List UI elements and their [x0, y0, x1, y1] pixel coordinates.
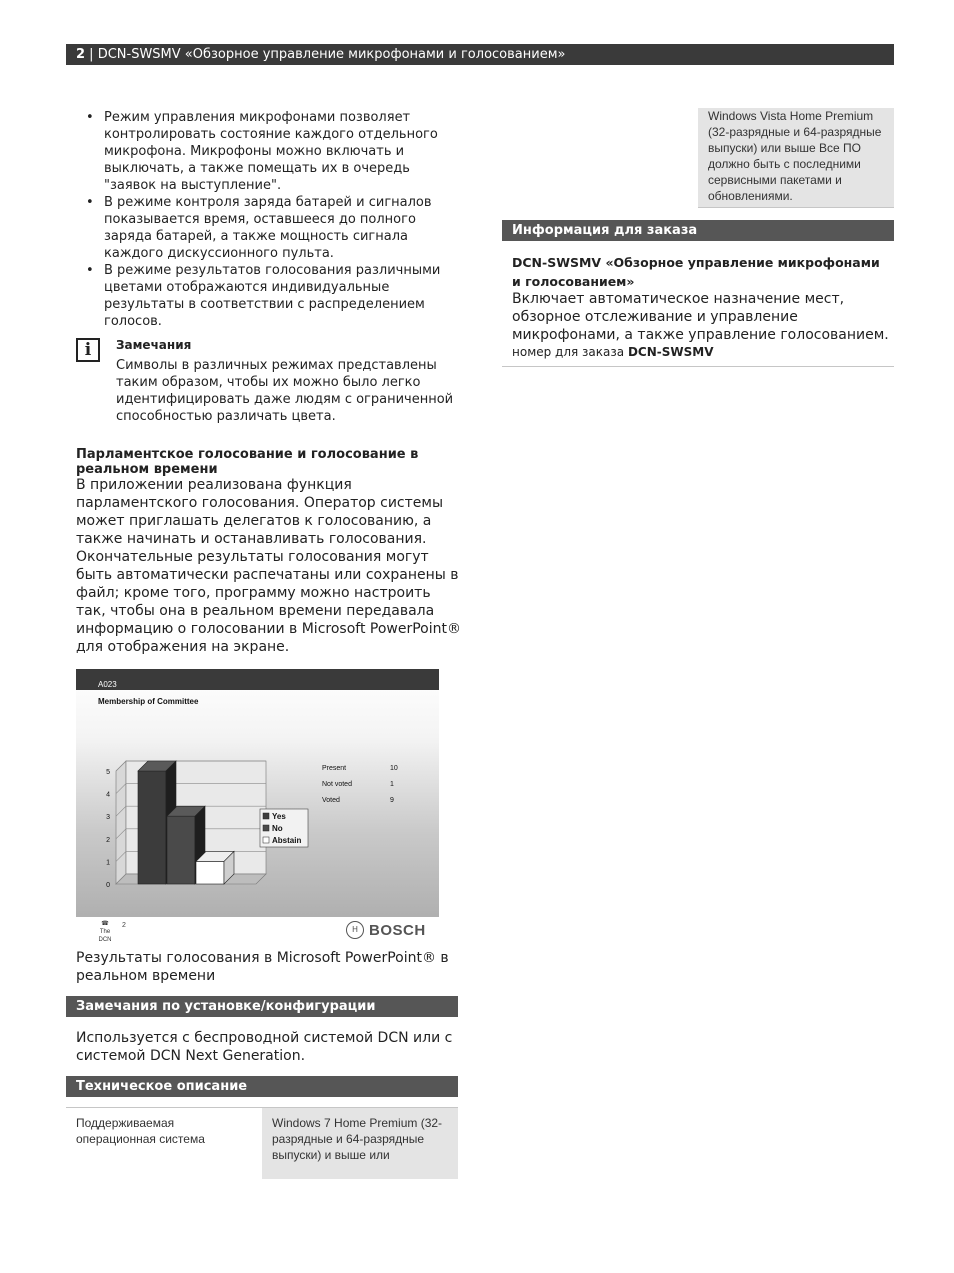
dcn-logo: ☎ The DCN [98, 921, 112, 943]
legend-swatch [263, 837, 269, 843]
stat-label: Present [322, 765, 347, 772]
page-number: 2 [76, 47, 86, 62]
y-tick-label: 5 [106, 769, 110, 776]
order-number-value: DCN-SWSMV [627, 345, 714, 359]
y-tick-label: 1 [106, 859, 110, 867]
legend-label: Abstain [272, 836, 302, 845]
note-title: Замечания [116, 338, 192, 352]
y-tick-label: 0 [106, 882, 110, 889]
list-item: • Режим управления микрофонами позволяет контролировать состояние каждого отдельного микрофона. Микрофоны можно включать и выключать, а также помещать их в очередь "заявок на выступление". [86, 109, 466, 194]
bosch-emblem-icon: H [346, 921, 364, 939]
page-header [66, 44, 894, 65]
list-item: • В режиме контроля заряда батарей и сигналов показывается время, оставшееся до полного заряда батарей, а также мощность сигнала каждого дискуссионного пульта. [86, 194, 466, 262]
stat-value: 9 [390, 797, 394, 804]
spec-value-continued: Windows Vista Home Premium (32-разрядные и 64-разрядные выпуски) или выше Все ПО должно быть с последними сервисными пакетами и обновлениями. [698, 108, 894, 208]
chart-code: A023 [98, 680, 117, 689]
bosch-wordmark: BOSCH [369, 921, 426, 939]
legend-label: Yes [272, 812, 286, 821]
order-number-label: номер для заказа [512, 345, 628, 359]
chart-caption: Результаты голосования в Microsoft PowerPoint® в реальном времени [76, 950, 449, 984]
install-text: Используется с беспроводной системой DCN или с системой DCN Next Generation. [76, 1030, 453, 1064]
y-tick-label: 3 [106, 814, 110, 822]
stat-label: Not voted [322, 781, 352, 788]
chart-side-wall [116, 761, 126, 884]
install-section-bar: Замечания по установке/конфигурации [66, 996, 458, 1017]
y-tick-label: 4 [106, 791, 110, 799]
tech-section-bar: Техническое описание [66, 1076, 458, 1097]
feature-list [86, 109, 466, 330]
divider [502, 366, 894, 367]
order-section-bar: Информация для заказа [502, 220, 894, 241]
voting-body: В приложении реализована функция парламентского голосования. Оператор системы может приглашать делегатов к голосованию, а также начинать и останавливать голосования. Окончательные результаты голосования могут быть автоматически распечатаны или сохранены в файл; кроме того, программу можно настроить так, чтобы она в реальном времени передавала информацию о голосовании в Microsoft PowerPoint® для отображения на экране. [76, 477, 461, 655]
order-title: DCN-SWSMV «Обзорное управление микрофонами и голосованием» [512, 255, 880, 289]
voting-heading: Парламентское голосование и голосование в реальном времени [76, 447, 419, 477]
list-item: • В режиме результатов голосования различными цветами отображаются индивидуальные результаты в соответствии с распределением голосов. [86, 262, 466, 330]
stat-value: 10 [390, 765, 398, 772]
legend-label: No [272, 824, 283, 833]
order-number [512, 345, 714, 359]
legend-swatch [263, 813, 269, 819]
order-text: Включает автоматическое назначение мест, обзорное отслеживание и управление микрофонами, а также управление голосованием. [512, 291, 889, 343]
bar-no [167, 816, 195, 884]
spec-label: Поддерживаемая операционная система [76, 1116, 205, 1146]
spec-value: Windows 7 Home Premium (32-разрядные и 64-разрядные выпуски) и выше или [262, 1108, 458, 1179]
bosch-logo [346, 920, 426, 940]
bar-abstain [196, 861, 224, 884]
chart-stats [322, 765, 398, 813]
stat-label: Voted [322, 797, 340, 804]
page-header-title: | DCN-SWSMV «Обзорное управление микрофонами и голосованием» [85, 47, 566, 62]
bar-yes [138, 771, 166, 884]
chart-title: Membership of Committee [98, 697, 199, 706]
slide-number: 2 [122, 922, 126, 929]
info-icon: i [76, 338, 100, 362]
stat-value: 1 [390, 781, 394, 788]
voting-chart [76, 669, 439, 942]
legend-swatch [263, 825, 269, 831]
y-tick-label: 2 [106, 836, 110, 844]
spec-table [66, 1107, 458, 1179]
note-text: Символы в различных режимах представлены таким образом, чтобы их можно было легко идентифицировать даже людям с ограниченной способностью различать цвета. [116, 358, 454, 424]
